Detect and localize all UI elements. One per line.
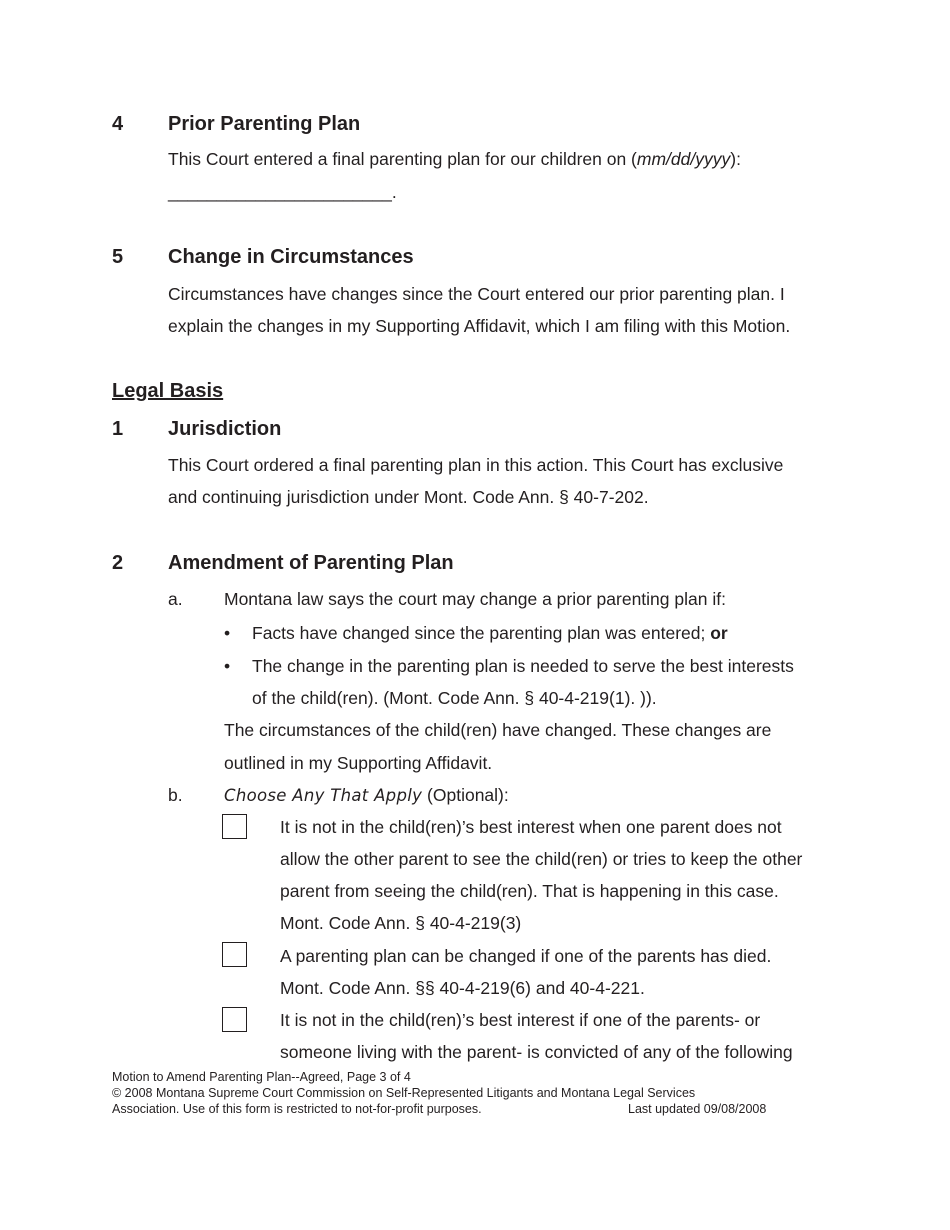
bullet-icon: • [224, 623, 231, 643]
option2-checkbox[interactable] [222, 942, 247, 967]
option1-line: parent from seeing the child(ren). That is happening in this case. [280, 881, 779, 901]
bullet1-text [252, 617, 728, 650]
choose-any-label: Choose Any That Apply [224, 786, 423, 805]
option3-line: someone living with the parent- is convicted of any of the following [280, 1042, 793, 1062]
prior-plan-text-before: This Court entered a final parenting plan for our children on ( [168, 149, 637, 169]
section-heading-jurisdiction: Jurisdiction [168, 418, 282, 440]
optional-label: (Optional): [422, 785, 509, 805]
section-number: 1 [112, 418, 124, 440]
option1-line: It is not in the child(ren)’s best interest when one parent does not [280, 817, 782, 837]
option3-line: It is not in the child(ren)’s best interest if one of the parents- or [280, 1010, 761, 1030]
bullet-icon: • [224, 656, 231, 676]
section-number: 2 [112, 552, 124, 574]
section-heading-amendment: Amendment of Parenting Plan [168, 552, 454, 574]
item-a-label: a. [168, 589, 183, 609]
change-text-line2: explain the changes in my Supporting Affidavit, which I am filing with this Motion. [168, 316, 791, 336]
bullet1-plain: Facts have changed since the parenting plan was entered; [252, 623, 711, 643]
section-heading-change-in-circumstances: Change in Circumstances [168, 246, 414, 268]
jurisdiction-text-line2: and continuing jurisdiction under Mont. Code Ann. § 40-7-202. [168, 487, 649, 507]
footer-copyright: © 2008 Montana Supreme Court Commission on Self-Represented Litigants and Montana Legal Services [112, 1086, 696, 1100]
footer-usage: Association. Use of this form is restricted to not-for-profit purposes. [112, 1102, 482, 1116]
section-heading-prior-parenting-plan: Prior Parenting Plan [168, 113, 361, 135]
option1-checkbox[interactable] [222, 814, 247, 839]
date-blank-field[interactable]: _______________________. [168, 182, 397, 202]
circumstances-line2: outlined in my Supporting Affidavit. [224, 753, 493, 773]
option1-line: Mont. Code Ann. § 40-4-219(3) [280, 913, 522, 933]
item-b-text [224, 779, 509, 813]
prior-plan-text-after: ): [730, 149, 741, 169]
section-number: 5 [112, 246, 124, 268]
option2-line: Mont. Code Ann. §§ 40-4-219(6) and 40-4-221. [280, 978, 645, 998]
footer-last-updated: Last updated 09/08/2008 [628, 1102, 767, 1116]
change-text-line1: Circumstances have changes since the Court entered our prior parenting plan. I [168, 284, 785, 304]
circumstances-line1: The circumstances of the child(ren) have changed. These changes are [224, 720, 772, 740]
option3-checkbox[interactable] [222, 1007, 247, 1032]
bullet2-line2: of the child(ren). (Mont. Code Ann. § 40-4-219(1). )). [252, 688, 657, 708]
date-format: mm/dd/yyyy [636, 149, 731, 169]
prior-plan-text [168, 143, 741, 176]
option2-line: A parenting plan can be changed if one of the parents has died. [280, 946, 772, 966]
item-b-label: b. [168, 785, 183, 805]
footer-page-info: Motion to Amend Parenting Plan--Agreed, Page 3 of 4 [112, 1070, 411, 1084]
section-number: 4 [112, 113, 124, 135]
bullet2-line1: The change in the parenting plan is needed to serve the best interests [252, 656, 794, 676]
bullet1-or: or [710, 623, 728, 643]
option1-line: allow the other parent to see the child(ren) or tries to keep the other [280, 849, 803, 869]
item-a-text: Montana law says the court may change a prior parenting plan if: [224, 589, 726, 609]
legal-basis-heading: Legal Basis [112, 380, 224, 402]
jurisdiction-text-line1: This Court ordered a final parenting plan in this action. This Court has exclusive [168, 455, 784, 475]
